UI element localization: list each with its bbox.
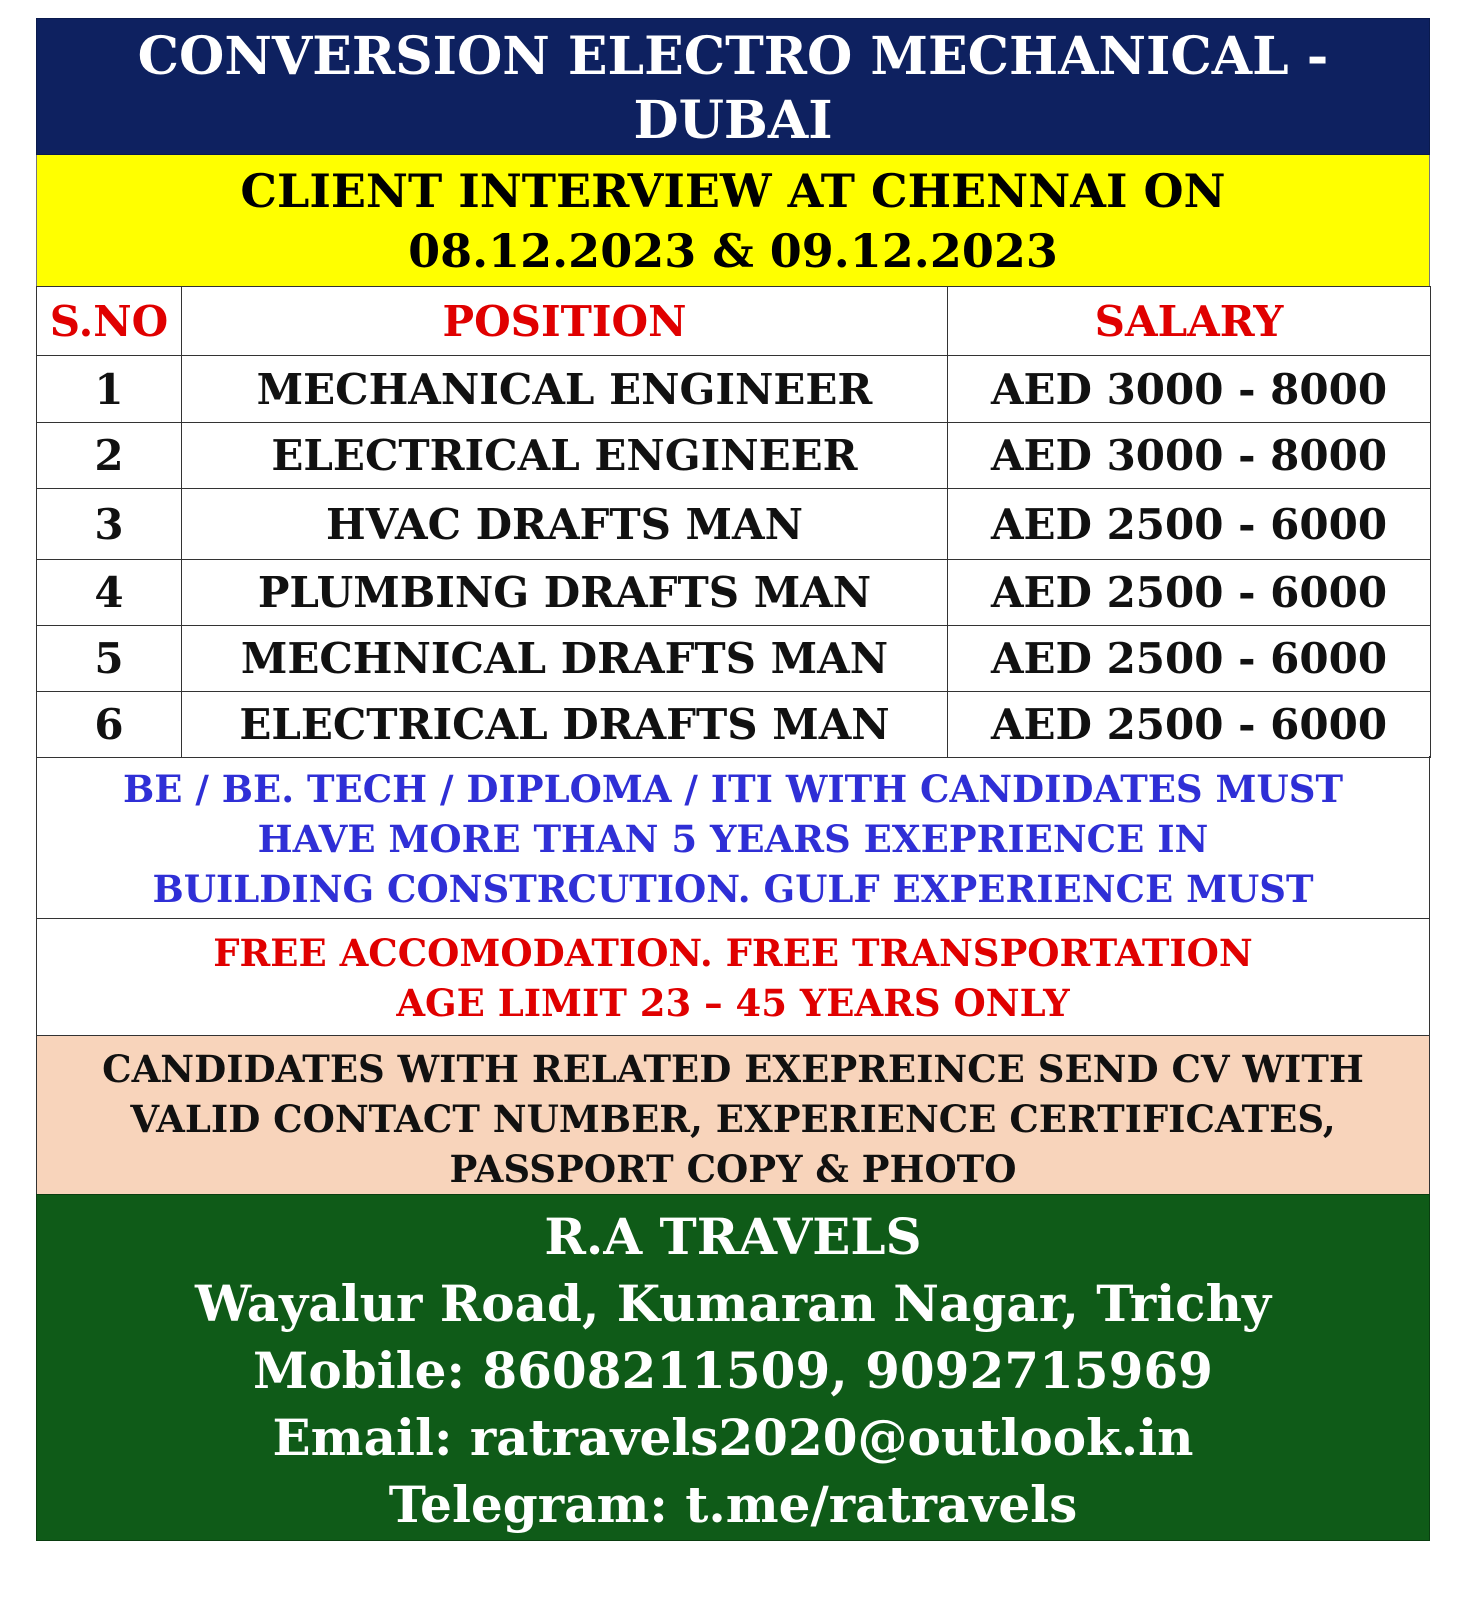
row-sno: 6 — [37, 692, 182, 758]
benefits-line-1: FREE ACCOMODATION. FREE TRANSPORTATION — [213, 931, 1253, 975]
apply-line-2: VALID CONTACT NUMBER, EXPERIENCE CERTIFICATES, — [130, 1097, 1336, 1141]
table-header-row — [37, 287, 1431, 356]
row-position: MECHANICAL ENGINEER — [182, 356, 948, 423]
row-sno: 4 — [37, 560, 182, 626]
row-salary: AED 2500 - 6000 — [948, 560, 1431, 626]
row-position: HVAC DRAFTS MAN — [182, 489, 948, 560]
table-row — [37, 356, 1431, 423]
row-salary: AED 3000 - 8000 — [948, 356, 1431, 423]
row-salary: AED 2500 - 6000 — [948, 489, 1431, 560]
agency-address: Wayalur Road, Kumaran Nagar, Trichy — [194, 1274, 1272, 1333]
contact-banner — [36, 1194, 1430, 1541]
apply-line-3: PASSPORT COPY & PHOTO — [449, 1147, 1017, 1191]
apply-line-1: CANDIDATES WITH RELATED EXEPREINCE SEND CV WITH — [102, 1047, 1364, 1091]
row-salary: AED 2500 - 6000 — [948, 692, 1431, 758]
agency-mobile: Mobile: 8608211509, 9092715969 — [253, 1341, 1213, 1400]
application-instructions — [36, 1036, 1430, 1194]
header-salary: SALARY — [948, 287, 1431, 356]
agency-email: Email: ratravels2020@outlook.in — [272, 1408, 1194, 1467]
requirements-line-1: BE / BE. TECH / DIPLOMA / ITI WITH CANDIDATES MUST — [122, 767, 1344, 811]
positions-table — [36, 286, 1431, 758]
table-row — [37, 692, 1431, 758]
header-position: POSITION — [182, 287, 948, 356]
interview-banner — [36, 155, 1430, 286]
requirements-line-3: BUILDING CONSTRCUTION. GULF EXPERIENCE MUST — [152, 867, 1314, 911]
interview-location: CLIENT INTERVIEW AT CHENNAI ON — [240, 164, 1226, 218]
row-sno: 2 — [37, 423, 182, 489]
row-position: MECHNICAL DRAFTS MAN — [182, 626, 948, 692]
row-position: PLUMBING DRAFTS MAN — [182, 560, 948, 626]
row-sno: 5 — [37, 626, 182, 692]
row-position: ELECTRICAL ENGINEER — [182, 423, 948, 489]
requirements-line-2: HAVE MORE THAN 5 YEARS EXEPRIENCE IN — [257, 817, 1209, 861]
row-salary: AED 2500 - 6000 — [948, 626, 1431, 692]
table-row — [37, 423, 1431, 489]
row-position: ELECTRICAL DRAFTS MAN — [182, 692, 948, 758]
table-row — [37, 489, 1431, 560]
interview-dates: 08.12.2023 & 09.12.2023 — [408, 224, 1058, 278]
agency-name: R.A TRAVELS — [544, 1207, 922, 1266]
table-row — [37, 626, 1431, 692]
qualification-requirements — [36, 756, 1430, 919]
row-sno: 3 — [37, 489, 182, 560]
agency-telegram: Telegram: t.me/ratravels — [388, 1475, 1078, 1534]
row-salary: AED 3000 - 8000 — [948, 423, 1431, 489]
company-title-banner — [36, 18, 1430, 155]
company-title-line-1: CONVERSION ELECTRO MECHANICAL - — [137, 26, 1329, 87]
header-sno: S.NO — [37, 287, 182, 356]
table-row — [37, 560, 1431, 626]
row-sno: 1 — [37, 356, 182, 423]
company-title-line-2: DUBAI — [633, 90, 833, 151]
benefits-section — [36, 919, 1430, 1036]
age-limit: AGE LIMIT 23 – 45 YEARS ONLY — [396, 981, 1070, 1025]
